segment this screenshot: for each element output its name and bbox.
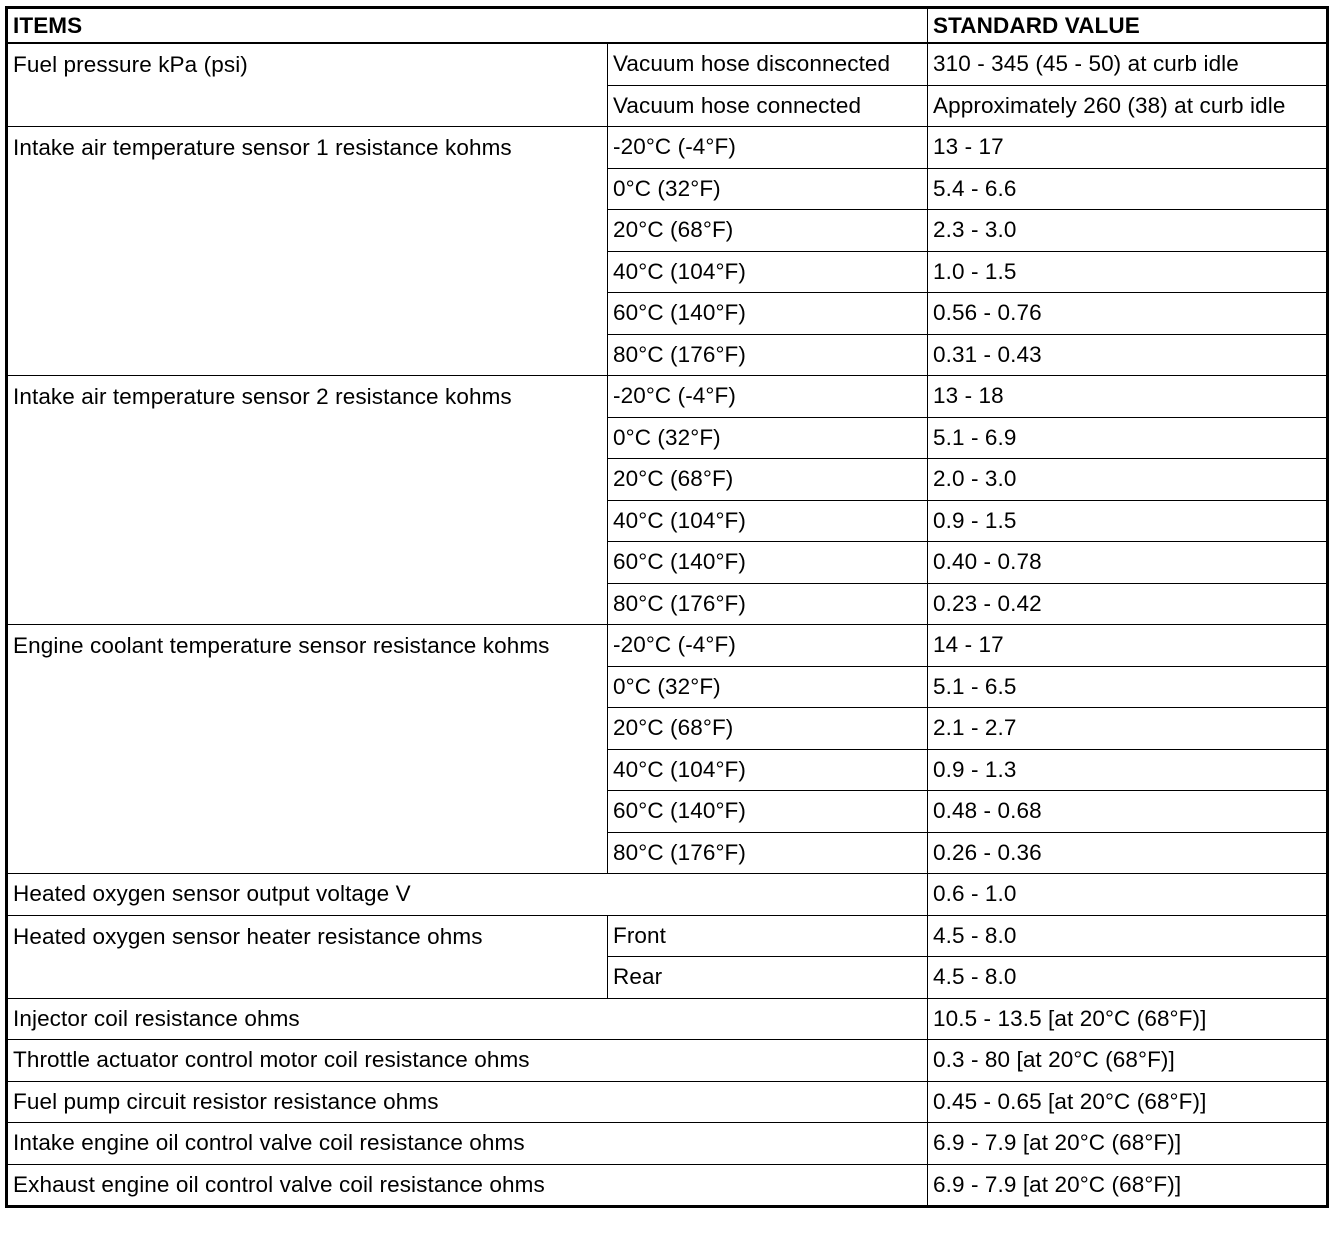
condition-cell: 20°C (68°F): [608, 210, 928, 252]
table-row: [7, 43, 1328, 85]
value-cell: 4.5 - 8.0: [928, 957, 1328, 999]
condition-cell: Rear: [608, 957, 928, 999]
condition-cell: 0°C (32°F): [608, 168, 928, 210]
value-cell: 5.4 - 6.6: [928, 168, 1328, 210]
condition-cell: 80°C (176°F): [608, 832, 928, 874]
table-row: [7, 1040, 1328, 1082]
value-cell: 2.0 - 3.0: [928, 459, 1328, 501]
table-row: [7, 625, 1328, 667]
item-label: Heated oxygen sensor output voltage V: [7, 874, 928, 916]
condition-cell: Vacuum hose connected: [608, 85, 928, 127]
item-label: Throttle actuator control motor coil resistance ohms: [7, 1040, 928, 1082]
standard-value-header: STANDARD VALUE: [928, 8, 1328, 44]
item-label: Fuel pump circuit resistor resistance ohms: [7, 1081, 928, 1123]
value-cell: 0.40 - 0.78: [928, 542, 1328, 584]
item-label: Engine coolant temperature sensor resistance kohms: [7, 625, 608, 874]
items-header: ITEMS: [7, 8, 928, 44]
item-label: Intake engine oil control valve coil resistance ohms: [7, 1123, 928, 1165]
value-cell: Approximately 260 (38) at curb idle: [928, 85, 1328, 127]
item-label: Intake air temperature sensor 2 resistance kohms: [7, 376, 608, 625]
value-cell: 13 - 17: [928, 127, 1328, 169]
condition-cell: -20°C (-4°F): [608, 376, 928, 418]
condition-cell: 80°C (176°F): [608, 583, 928, 625]
condition-cell: -20°C (-4°F): [608, 625, 928, 667]
value-cell: 2.3 - 3.0: [928, 210, 1328, 252]
value-cell: 2.1 - 2.7: [928, 708, 1328, 750]
item-label: Injector coil resistance ohms: [7, 998, 928, 1040]
value-cell: 0.9 - 1.3: [928, 749, 1328, 791]
value-cell: 0.48 - 0.68: [928, 791, 1328, 833]
condition-cell: 0°C (32°F): [608, 417, 928, 459]
value-cell: 0.3 - 80 [at 20°C (68°F)]: [928, 1040, 1328, 1082]
item-label: Exhaust engine oil control valve coil resistance ohms: [7, 1164, 928, 1207]
value-cell: 0.26 - 0.36: [928, 832, 1328, 874]
table-row: [7, 376, 1328, 418]
value-cell: 14 - 17: [928, 625, 1328, 667]
condition-cell: 20°C (68°F): [608, 459, 928, 501]
value-cell: 4.5 - 8.0: [928, 915, 1328, 957]
value-cell: 6.9 - 7.9 [at 20°C (68°F)]: [928, 1123, 1328, 1165]
value-cell: 0.45 - 0.65 [at 20°C (68°F)]: [928, 1081, 1328, 1123]
table-row: [7, 1081, 1328, 1123]
condition-cell: 20°C (68°F): [608, 708, 928, 750]
condition-cell: 40°C (104°F): [608, 251, 928, 293]
condition-cell: 60°C (140°F): [608, 293, 928, 335]
table-row: [7, 127, 1328, 169]
value-cell: 5.1 - 6.9: [928, 417, 1328, 459]
condition-cell: 60°C (140°F): [608, 791, 928, 833]
specification-table: [5, 6, 1329, 1208]
value-cell: 0.31 - 0.43: [928, 334, 1328, 376]
condition-cell: 40°C (104°F): [608, 749, 928, 791]
table-row: [7, 1164, 1328, 1207]
value-cell: 0.6 - 1.0: [928, 874, 1328, 916]
header-row: [7, 8, 1328, 44]
value-cell: 10.5 - 13.5 [at 20°C (68°F)]: [928, 998, 1328, 1040]
table-row: [7, 998, 1328, 1040]
value-cell: 5.1 - 6.5: [928, 666, 1328, 708]
condition-cell: Vacuum hose disconnected: [608, 43, 928, 85]
item-label: Intake air temperature sensor 1 resistance kohms: [7, 127, 608, 376]
condition-cell: -20°C (-4°F): [608, 127, 928, 169]
value-cell: 6.9 - 7.9 [at 20°C (68°F)]: [928, 1164, 1328, 1207]
table-row: [7, 915, 1328, 957]
condition-cell: 80°C (176°F): [608, 334, 928, 376]
table-row: [7, 1123, 1328, 1165]
value-cell: 0.23 - 0.42: [928, 583, 1328, 625]
value-cell: 0.9 - 1.5: [928, 500, 1328, 542]
condition-cell: 0°C (32°F): [608, 666, 928, 708]
value-cell: 0.56 - 0.76: [928, 293, 1328, 335]
condition-cell: 60°C (140°F): [608, 542, 928, 584]
value-cell: 13 - 18: [928, 376, 1328, 418]
table-row: [7, 874, 1328, 916]
item-label: Fuel pressure kPa (psi): [7, 43, 608, 127]
value-cell: 310 - 345 (45 - 50) at curb idle: [928, 43, 1328, 85]
condition-cell: 40°C (104°F): [608, 500, 928, 542]
condition-cell: Front: [608, 915, 928, 957]
item-label: Heated oxygen sensor heater resistance ohms: [7, 915, 608, 998]
value-cell: 1.0 - 1.5: [928, 251, 1328, 293]
